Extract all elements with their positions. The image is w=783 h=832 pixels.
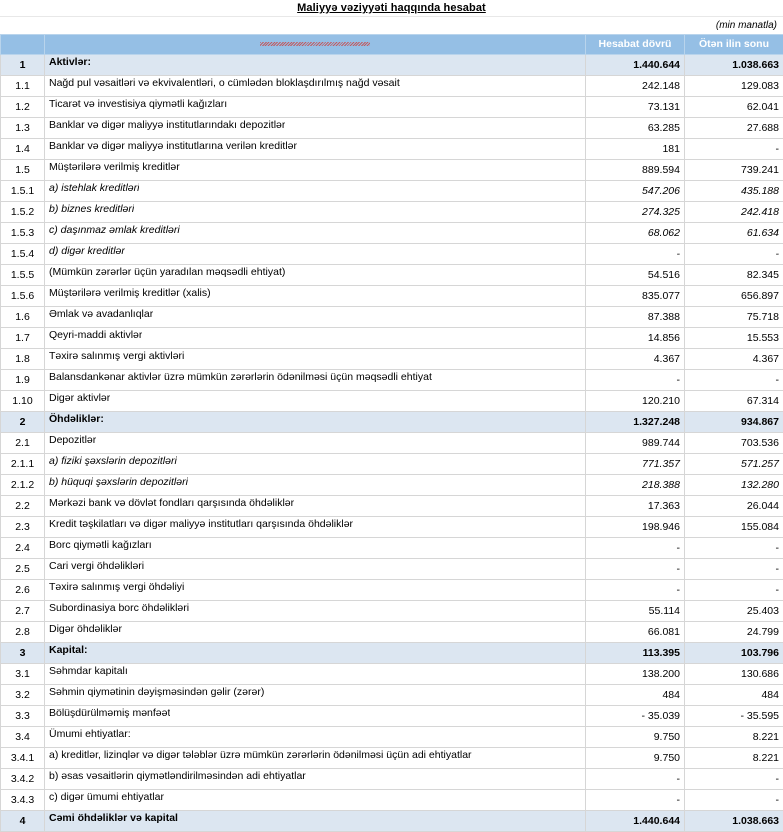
- row-label-cell[interactable]: [45, 202, 586, 223]
- table-row[interactable]: [1, 118, 783, 139]
- previous-year-value-cell[interactable]: 103.796: [685, 643, 783, 664]
- previous-year-value-cell[interactable]: 25.403: [685, 601, 783, 622]
- previous-year-value-cell[interactable]: 435.188: [685, 181, 783, 202]
- row-label-text: (Mümkün zərərlər üçün yaradılan məqsədli ehtiyat): [49, 265, 285, 280]
- previous-year-value-cell[interactable]: 8.221: [685, 727, 783, 748]
- row-label-cell[interactable]: [45, 685, 586, 706]
- current-period-value-cell[interactable]: 181: [586, 139, 685, 160]
- row-label-cell[interactable]: [45, 223, 586, 244]
- financial-statement-table: [0, 34, 783, 832]
- row-label-cell[interactable]: [45, 811, 586, 832]
- row-label-text: Balansdankənar aktivlər üzrə mümkün zərərlərin ödənilməsi üçün məqsədli ehtiyat: [49, 370, 432, 385]
- row-number-cell[interactable]: 2.3: [1, 517, 45, 538]
- row-number-cell[interactable]: 1.4: [1, 139, 45, 160]
- table-row[interactable]: [1, 391, 783, 412]
- row-label-text: Cəmi öhdəliklər və kapital: [49, 811, 178, 826]
- table-row[interactable]: [1, 433, 783, 454]
- table-row[interactable]: [1, 181, 783, 202]
- current-period-value-cell[interactable]: -: [586, 244, 685, 265]
- table-body: [1, 35, 783, 832]
- previous-year-value-cell[interactable]: 934.867: [685, 412, 783, 433]
- row-label-cell[interactable]: [45, 454, 586, 475]
- table-row[interactable]: [1, 349, 783, 370]
- table-row[interactable]: [1, 811, 783, 832]
- row-label-text: Cari vergi öhdəlikləri: [49, 559, 144, 574]
- previous-year-value-cell[interactable]: 62.041: [685, 97, 783, 118]
- row-label-cell[interactable]: [45, 307, 586, 328]
- row-number-cell[interactable]: 2.1: [1, 433, 45, 454]
- row-label-text: c) daşınmaz əmlak kreditləri: [49, 223, 180, 238]
- row-label-text: Ümumi ehtiyatlar:: [49, 727, 131, 742]
- report-title-band: [0, 0, 783, 17]
- row-number-cell[interactable]: 1.10: [1, 391, 45, 412]
- previous-year-value-cell[interactable]: -: [685, 139, 783, 160]
- table-header-row: [1, 35, 783, 55]
- previous-year-value-cell[interactable]: 8.221: [685, 748, 783, 769]
- row-label-text: Təxirə salınmış vergi aktivləri: [49, 349, 184, 364]
- current-period-value-cell[interactable]: -: [586, 538, 685, 559]
- row-number-cell[interactable]: 1.2: [1, 97, 45, 118]
- row-label-text: Mərkəzi bank və dövlət fondları qarşısında öhdəliklər: [49, 496, 294, 511]
- row-number-cell[interactable]: 1.5.1: [1, 181, 45, 202]
- row-label-cell[interactable]: [45, 286, 586, 307]
- row-label-cell[interactable]: [45, 265, 586, 286]
- units-band: [0, 17, 783, 34]
- row-number-cell[interactable]: 3.2: [1, 685, 45, 706]
- current-period-value-cell[interactable]: -: [586, 580, 685, 601]
- table-row[interactable]: [1, 706, 783, 727]
- previous-year-value-cell[interactable]: 1.038.663: [685, 55, 783, 76]
- column-header-current-period: Hesabat dövrü: [586, 35, 685, 55]
- row-label-cell[interactable]: [45, 97, 586, 118]
- row-label-text: Digər öhdəliklər: [49, 622, 122, 637]
- table-row[interactable]: [1, 517, 783, 538]
- table-row[interactable]: [1, 643, 783, 664]
- row-label-cell[interactable]: [45, 349, 586, 370]
- row-number-cell[interactable]: 2.2: [1, 496, 45, 517]
- previous-year-value-cell[interactable]: -: [685, 538, 783, 559]
- row-label-text: b) hüquqi şəxslərin depozitləri: [49, 475, 188, 490]
- current-period-value-cell[interactable]: 1.440.644: [586, 55, 685, 76]
- current-period-value-cell[interactable]: - 35.039: [586, 706, 685, 727]
- previous-year-value-cell[interactable]: -: [685, 370, 783, 391]
- row-label-text: Müştərilərə verilmiş kreditlər (xalis): [49, 286, 211, 301]
- row-label-cell[interactable]: [45, 139, 586, 160]
- row-label-cell[interactable]: [45, 559, 586, 580]
- row-number-cell[interactable]: 2.7: [1, 601, 45, 622]
- table-row[interactable]: [1, 685, 783, 706]
- previous-year-value-cell[interactable]: 82.345: [685, 265, 783, 286]
- row-label-text: c) digər ümumi ehtiyatlar: [49, 790, 164, 805]
- table-row[interactable]: [1, 307, 783, 328]
- row-number-cell[interactable]: 3.4.2: [1, 769, 45, 790]
- table-row[interactable]: [1, 790, 783, 811]
- table-row[interactable]: [1, 139, 783, 160]
- current-period-value-cell[interactable]: -: [586, 370, 685, 391]
- table-row[interactable]: [1, 601, 783, 622]
- row-number-cell[interactable]: 2.1.2: [1, 475, 45, 496]
- row-label-text: Əmlak və avadanlıqlar: [49, 307, 153, 322]
- previous-year-value-cell[interactable]: 75.718: [685, 307, 783, 328]
- row-label-text: Kredit təşkilatları və digər maliyyə institutları qarşısında öhdəliklər: [49, 517, 353, 532]
- spellcheck-squiggle-icon: [260, 42, 370, 46]
- row-number-cell[interactable]: 2.4: [1, 538, 45, 559]
- column-header-description: [45, 35, 586, 55]
- row-number-cell[interactable]: 1.5: [1, 160, 45, 181]
- row-number-cell[interactable]: 1.6: [1, 307, 45, 328]
- row-label-text: d) digər kreditlər: [49, 244, 125, 259]
- row-number-cell[interactable]: 1.9: [1, 370, 45, 391]
- row-label-text: Subordinasiya borc öhdəlikləri: [49, 601, 189, 616]
- row-number-cell[interactable]: 1.7: [1, 328, 45, 349]
- row-number-cell[interactable]: 2: [1, 412, 45, 433]
- previous-year-value-cell[interactable]: -: [685, 769, 783, 790]
- row-label-text: Bölüşdürülməmiş mənfəət: [49, 706, 170, 721]
- row-number-cell[interactable]: 1.5.6: [1, 286, 45, 307]
- previous-year-value-cell[interactable]: 129.083: [685, 76, 783, 97]
- previous-year-value-cell[interactable]: 61.634: [685, 223, 783, 244]
- current-period-value-cell[interactable]: -: [586, 769, 685, 790]
- row-number-cell[interactable]: 1: [1, 55, 45, 76]
- previous-year-value-cell[interactable]: 26.044: [685, 496, 783, 517]
- current-period-value-cell[interactable]: 66.081: [586, 622, 685, 643]
- row-label-cell[interactable]: [45, 370, 586, 391]
- table-row[interactable]: [1, 559, 783, 580]
- table-row[interactable]: [1, 286, 783, 307]
- row-number-cell[interactable]: 1.5.5: [1, 265, 45, 286]
- previous-year-value-cell[interactable]: 132.280: [685, 475, 783, 496]
- table-row[interactable]: [1, 475, 783, 496]
- row-label-cell[interactable]: [45, 538, 586, 559]
- current-period-value-cell[interactable]: -: [586, 559, 685, 580]
- row-label-cell[interactable]: [45, 790, 586, 811]
- table-row[interactable]: [1, 55, 783, 76]
- row-label-text: Ticarət və investisiya qiymətli kağızları: [49, 97, 227, 112]
- row-number-cell[interactable]: 3.3: [1, 706, 45, 727]
- current-period-value-cell[interactable]: 68.062: [586, 223, 685, 244]
- row-number-cell[interactable]: 4: [1, 811, 45, 832]
- row-label-cell[interactable]: [45, 328, 586, 349]
- previous-year-value-cell[interactable]: 67.314: [685, 391, 783, 412]
- table-row[interactable]: [1, 748, 783, 769]
- row-number-cell[interactable]: 2.6: [1, 580, 45, 601]
- current-period-value-cell[interactable]: 17.363: [586, 496, 685, 517]
- table-row[interactable]: [1, 769, 783, 790]
- row-label-text: Kapital:: [49, 643, 88, 658]
- previous-year-value-cell[interactable]: 1.038.663: [685, 811, 783, 832]
- current-period-value-cell[interactable]: 889.594: [586, 160, 685, 181]
- previous-year-value-cell[interactable]: -: [685, 244, 783, 265]
- table-row[interactable]: [1, 664, 783, 685]
- row-label-cell[interactable]: [45, 517, 586, 538]
- previous-year-value-cell[interactable]: - 35.595: [685, 706, 783, 727]
- current-period-value-cell[interactable]: 484: [586, 685, 685, 706]
- table-row[interactable]: [1, 97, 783, 118]
- row-label-cell[interactable]: [45, 664, 586, 685]
- current-period-value-cell[interactable]: 771.357: [586, 454, 685, 475]
- page-title: Maliyyə vəziyyəti haqqında hesabat: [297, 2, 486, 14]
- table-row[interactable]: [1, 538, 783, 559]
- row-label-cell[interactable]: [45, 55, 586, 76]
- row-label-text: Banklar və digər maliyyə institutlarındakı depozitlər: [49, 118, 285, 133]
- previous-year-value-cell[interactable]: 242.418: [685, 202, 783, 223]
- previous-year-value-cell[interactable]: 571.257: [685, 454, 783, 475]
- current-period-value-cell[interactable]: 73.131: [586, 97, 685, 118]
- row-number-cell[interactable]: 3.4.1: [1, 748, 45, 769]
- row-label-cell[interactable]: [45, 496, 586, 517]
- current-period-value-cell[interactable]: 1.327.248: [586, 412, 685, 433]
- previous-year-value-cell[interactable]: 27.688: [685, 118, 783, 139]
- row-label-text: Təxirə salınmış vergi öhdəliyi: [49, 580, 184, 595]
- row-label-text: Nağd pul vəsaitləri və ekvivalentləri, o cümlədən bloklaşdırılmış nağd vəsait: [49, 76, 400, 91]
- row-label-text: b) biznes kreditləri: [49, 202, 134, 217]
- current-period-value-cell[interactable]: 55.114: [586, 601, 685, 622]
- row-label-cell[interactable]: [45, 76, 586, 97]
- previous-year-value-cell[interactable]: -: [685, 559, 783, 580]
- current-period-value-cell[interactable]: 113.395: [586, 643, 685, 664]
- row-number-cell[interactable]: 3: [1, 643, 45, 664]
- current-period-value-cell[interactable]: 9.750: [586, 748, 685, 769]
- row-label-text: Banklar və digər maliyyə institutlarına verilən kreditlər: [49, 139, 297, 154]
- row-number-cell[interactable]: 1.5.3: [1, 223, 45, 244]
- current-period-value-cell[interactable]: 242.148: [586, 76, 685, 97]
- table-row[interactable]: [1, 412, 783, 433]
- row-label-cell[interactable]: [45, 622, 586, 643]
- previous-year-value-cell[interactable]: 4.367: [685, 349, 783, 370]
- previous-year-value-cell[interactable]: 484: [685, 685, 783, 706]
- row-label-text: Digər aktivlər: [49, 391, 110, 406]
- row-number-cell[interactable]: 1.5.2: [1, 202, 45, 223]
- table-row[interactable]: [1, 727, 783, 748]
- current-period-value-cell[interactable]: 54.516: [586, 265, 685, 286]
- current-period-value-cell[interactable]: 218.388: [586, 475, 685, 496]
- row-number-cell[interactable]: 2.5: [1, 559, 45, 580]
- row-label-cell[interactable]: [45, 181, 586, 202]
- row-label-cell[interactable]: [45, 727, 586, 748]
- row-label-cell[interactable]: [45, 580, 586, 601]
- row-number-cell[interactable]: 1.5.4: [1, 244, 45, 265]
- row-number-cell[interactable]: 2.1.1: [1, 454, 45, 475]
- column-header-previous-year-end: Ötən ilin sonu: [685, 35, 783, 55]
- row-label-cell[interactable]: [45, 391, 586, 412]
- table-row[interactable]: [1, 223, 783, 244]
- current-period-value-cell[interactable]: -: [586, 790, 685, 811]
- row-label-cell[interactable]: [45, 601, 586, 622]
- current-period-value-cell[interactable]: 274.325: [586, 202, 685, 223]
- row-label-cell[interactable]: [45, 769, 586, 790]
- table-row[interactable]: [1, 76, 783, 97]
- row-label-text: Öhdəliklər:: [49, 412, 104, 427]
- row-label-cell[interactable]: [45, 433, 586, 454]
- row-label-cell[interactable]: [45, 160, 586, 181]
- current-period-value-cell[interactable]: 9.750: [586, 727, 685, 748]
- row-label-text: a) fiziki şəxslərin depozitləri: [49, 454, 177, 469]
- table-row[interactable]: [1, 328, 783, 349]
- row-number-cell[interactable]: 1.1: [1, 76, 45, 97]
- table-row[interactable]: [1, 160, 783, 181]
- table-row[interactable]: [1, 265, 783, 286]
- table-row[interactable]: [1, 454, 783, 475]
- table-row[interactable]: [1, 244, 783, 265]
- previous-year-value-cell[interactable]: 24.799: [685, 622, 783, 643]
- row-label-text: a) istehlak kreditləri: [49, 181, 139, 196]
- row-number-cell[interactable]: 2.8: [1, 622, 45, 643]
- row-label-cell[interactable]: [45, 412, 586, 433]
- row-label-text: Səhmin qiymətinin dəyişməsindən gəlir (zərər): [49, 685, 264, 700]
- current-period-value-cell[interactable]: 1.440.644: [586, 811, 685, 832]
- current-period-value-cell[interactable]: 63.285: [586, 118, 685, 139]
- previous-year-value-cell[interactable]: 155.084: [685, 517, 783, 538]
- row-label-cell[interactable]: [45, 643, 586, 664]
- units-note: (min manatla): [582, 20, 783, 31]
- row-label-text: Səhmdar kapitalı: [49, 664, 128, 679]
- row-label-cell[interactable]: [45, 475, 586, 496]
- current-period-value-cell[interactable]: 14.856: [586, 328, 685, 349]
- previous-year-value-cell[interactable]: -: [685, 580, 783, 601]
- row-label-text: Müştərilərə verilmiş kreditlər: [49, 160, 180, 175]
- row-label-text: b) əsas vəsaitlərin qiymətləndirilməsindən adi ehtiyatlar: [49, 769, 306, 784]
- previous-year-value-cell[interactable]: 703.536: [685, 433, 783, 454]
- table-row[interactable]: [1, 202, 783, 223]
- current-period-value-cell[interactable]: 138.200: [586, 664, 685, 685]
- row-label-text: Depozitlər: [49, 433, 96, 448]
- current-period-value-cell[interactable]: 547.206: [586, 181, 685, 202]
- table-row[interactable]: [1, 622, 783, 643]
- row-label-cell[interactable]: [45, 748, 586, 769]
- row-label-cell[interactable]: [45, 118, 586, 139]
- current-period-value-cell[interactable]: 835.077: [586, 286, 685, 307]
- current-period-value-cell[interactable]: 4.367: [586, 349, 685, 370]
- previous-year-value-cell[interactable]: 15.553: [685, 328, 783, 349]
- table-row[interactable]: [1, 580, 783, 601]
- previous-year-value-cell[interactable]: 739.241: [685, 160, 783, 181]
- row-number-cell[interactable]: 1.8: [1, 349, 45, 370]
- column-header-no: [1, 35, 45, 55]
- previous-year-value-cell[interactable]: 656.897: [685, 286, 783, 307]
- row-number-cell[interactable]: 3.1: [1, 664, 45, 685]
- row-label-cell[interactable]: [45, 706, 586, 727]
- current-period-value-cell[interactable]: 989.744: [586, 433, 685, 454]
- row-label-text: Qeyri-maddi aktivlər: [49, 328, 142, 343]
- current-period-value-cell[interactable]: 87.388: [586, 307, 685, 328]
- row-label-text: Aktivlər:: [49, 55, 91, 70]
- previous-year-value-cell[interactable]: 130.686: [685, 664, 783, 685]
- table-row[interactable]: [1, 496, 783, 517]
- table-row[interactable]: [1, 370, 783, 391]
- row-number-cell[interactable]: 3.4: [1, 727, 45, 748]
- row-label-text: a) kreditlər, lizinqlər və digər tələblər üzrə mümkün zərərlərin ödənilməsi üçün adi ehtiyatlar: [49, 748, 472, 763]
- row-number-cell[interactable]: 3.4.3: [1, 790, 45, 811]
- current-period-value-cell[interactable]: 120.210: [586, 391, 685, 412]
- row-label-cell[interactable]: [45, 244, 586, 265]
- current-period-value-cell[interactable]: 198.946: [586, 517, 685, 538]
- row-label-text: Borc qiymətli kağızları: [49, 538, 152, 553]
- previous-year-value-cell[interactable]: -: [685, 790, 783, 811]
- row-number-cell[interactable]: 1.3: [1, 118, 45, 139]
